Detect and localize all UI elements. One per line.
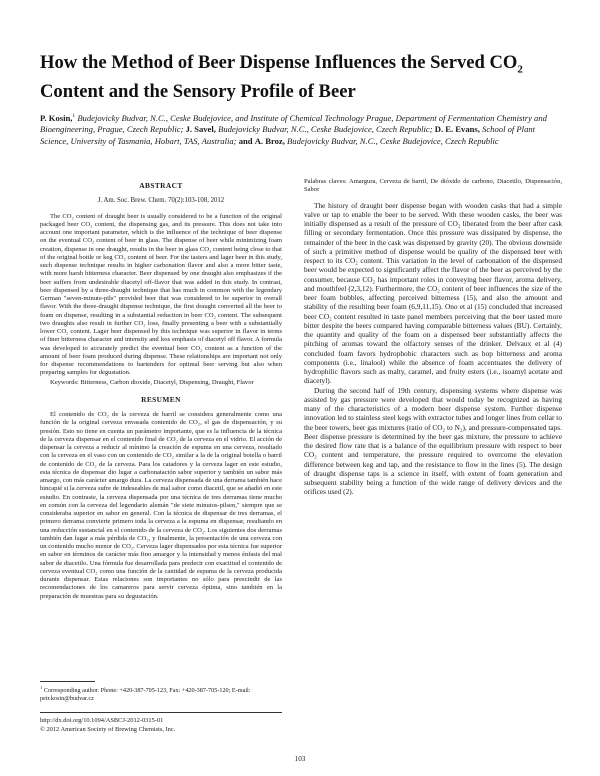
- journal-reference: J. Am. Soc. Brew. Chem. 70(2):103-108, 2012: [97, 197, 225, 205]
- abstract-text: The CO₂ content of draught beer is usually considered to be a function of the original packaged beer CO₂ content, the dispensing gas, and its pressure. This does not take into account one important parameter, which is the influence of the technique of beer dispense on the eventual CO₂ content of beer in glass. The dispense of beer while minimizing foam creation, dispense in one draught, results in the beer in glass CO₂ content being close to that of the original bottle or keg CO₂ content of beer. For the tasters and lager beer in this study, such dispense technique results in higher carbonation flavor and also a more bitter taste, with more harsh bitterness character. Beer dispensed by one draught also emphasizes if the beer suffers from undesirable diacetyl off-flavor that was added in this study. In contrast, beer dispensed by a three-draught technique that has much in common with the legendary German "seven-minute-pils" provided beer that was considered to be superior in overall flavor. With the three-draught dispense technique, the first draught converted all the beer to foam on dispense, resulting in a substantial reduction in beer CO₂ content. The subsequent two draughts also result in further CO₂ loss, finally presenting a beer with a substantially lower CO₂ content. Lager beer dispensed by this technique was superior in flavor in terms of finer bitterness character and intensity and less emphasis of diacetyl off flavor. A formula was developed to accurately predict the eventual beer CO₂ content as a function of the amount of beer foam produced during dispense. These relationships are important not only for dispense recommendations to bartenders for optimal beer serving but also when preparing samples for degustation.: [40, 212, 282, 377]
- author-name: A. Broz,: [254, 135, 285, 146]
- article-title: [40, 52, 560, 103]
- author-conjunction: and: [238, 135, 253, 146]
- footnote-divider: [40, 681, 95, 682]
- author-footnote-marker: 1: [72, 113, 76, 119]
- author-affiliation: Budejovicky Budvar, N.C., Ceske Budejovice, Czech Republic: [287, 135, 499, 146]
- left-column: [40, 178, 282, 601]
- resumen-heading: RESUMEN: [141, 394, 181, 404]
- resumen-text: El contenido de CO₂ de la cerveza de barril se considera generalmente como una función de la original cerveza envasada contenido de CO₂, el gas de dispensación, y su presión. Esto no tiene en cuenta un parámetro importante, que es la influencia de la técnica de la cerveza dispensar en el contenido final de CO₂ de la cerveza en el vidrio. El acción de dispensar la cerveza a reducir al mínimo la creación de espuma en una cerveza, resultado con la cerveza en el vaso con un contenido de CO₂ similar a la de la original botella o barril de contenido de CO₂ de la cerveza. Para los catadores y la cerveza lager en este estudio, esta técnica de dispensar dio lugar a carbonatación sabor superior y también un sabor más amargo, con más carácter amargo dura. La cerveza dispensada de una derrama también hace hincapié si la cerveza sufre de indeseables de mal sabor como diacetil, que se añadió en este estudio. En contraste, la cerveza dispensada por una técnica de tres derramas tiene mucho en común con la cerveza del legendario alemán "de siete minutos-pilsen," siempre que se consideraba superior en sabor en general. Con la técnica de dispensar de tres derramas, el primero derrama convierte primero toda la cerveza a la espuma en dispensar, resultando en una reducción sustancial en el contenido de la cerveza de CO₂. Los siguientes dos derramas también dan lugar a más pérdida de CO₂, y finalmente, la presentación de una cerveza con un contenido mucho menor de CO₂. Cerveza lager dispensados por esta técnica fue superior en sabor en términos de carácter más fino amargor y la intensidad y menos énfasis del mal sabor de diacetilo. Una fórmula fue desarrollada para predecir con exactitud el contenido de cerveza eventual CO₂ como una función de la cantidad de espuma de la cerveza producida durante dispensar. Estas relaciones son importantes no sólo para prescindir de las recomendaciones de los camareros para servir cerveza óptima, sino también en la preparación de muestras para su degustación.: [40, 411, 282, 600]
- author-affiliation: Budejovicky Budvar, N.C., Ceske Budejovice, Czech Republic;: [218, 124, 433, 135]
- corresponding-author-footnote: [40, 684, 282, 703]
- author-name: D. E. Evans,: [434, 124, 480, 135]
- author-affiliation: School of Plant Science, University of Tasmania, Hobart, TAS, Australia;: [40, 124, 536, 146]
- footnote-text: Corresponding author. Phone: +420-387-705-123, Fax: +420-387-705-120; E-mail: petr.kosin@budvar.cz: [40, 687, 251, 702]
- title-line2: Content and the Sensory Profile of Beer: [40, 80, 356, 102]
- copyright-notice: © 2012 American Society of Brewing Chemists, Inc.: [40, 726, 176, 733]
- doi-link[interactable]: http://dx.doi.org/10.1094/ASBCJ-2012-0315-01: [40, 717, 164, 724]
- body-paragraph-1: The history of draught beer dispense began with wooden casks that had a simple valve or tap to enable the beer to be served. With these wooden casks, the beer was initially dispensed as a result of the pressure of CO₂ liberated from the beer after cask filling or secondary fermentation. Once this pressure was dissipated by dispense, the remainder of the beer in the cask was dispensed by gravity (20). The obvious downside of such a primitive method of dispense would be quality of the dispensed beer with respect to its CO₂ content. This variation in the level of carbonation of the dispensed beer would be expected to significantly affect the flavor of the beer as perceived by the consumer, because CO₂ has important roles in conveying beer flavor, aroma delivery, and mouthfeel (2,3,12). Furthermore, the CO₂ content of beer influences the size of the beer foam bubbles, affecting perceived bitterness (15), and also the amount and stability of the resulting beer foam (6,9,11,15). Ono et al (15) concluded that increased beer CO₂ content resulted in taste panel members perceiving that the beer tasted more bitter despite the beers compared having comparable bitterness values (BU). Certainly, the quantity and quality of the foam on a dispensed beer substantially affects the pitching of aromas toward the olfactory senses of the drinker. Delvaux et al (4) concluded foam favors hydrophobic characters such as hop bitterness and aroma components (i.e., linalool) while the absence of foam accentuates the delivery of hydrophilic flavors such as malty, caramel, and fruity esters (i.e., isoamyl acetate and diacetyl).: [304, 200, 562, 386]
- doi-block: [40, 716, 175, 734]
- author-block: [40, 111, 562, 147]
- right-column: [304, 178, 562, 497]
- abstract-heading: ABSTRACT: [139, 181, 183, 190]
- body-paragraph-2: During the second half of 19th century, dispensing systems where dispense was assisted by gas pressure were developed that would today be recognized as having many of the characteristics of a modern beer dispense system. Further dispense innovation led to stainless steel kegs with extractor tubes and longer lines from cellar to the beer towers, beer gas mixtures (ratio of CO₂ to N₂), and pressure-compensated taps. Beer dispense pressure is determined by the beer gas mixture, the pressure to achieve the desired flow rate that is a balance of the equilibrium pressure with respect to beer CO₂ content and temperature, the pressure required to overcome the elevation difference between keg and tap, and the resistance to flow in the lines (5). The design of draught dispense taps is a science in itself, with extent of foam generation and subsequent stability being a function of the wide range of delivery devices and the orifices used (2).: [304, 385, 562, 497]
- author-name: P. Kosin,: [40, 112, 73, 123]
- abstract-keywords: Keywords: Bitterness, Carbon dioxide, Diacetyl, Dispensing, Draught, Flavor: [50, 378, 254, 386]
- page-number: 103: [294, 755, 306, 763]
- title-subscript: 2: [517, 63, 523, 76]
- doi-divider: [40, 712, 282, 713]
- author-name: J. Savel,: [185, 124, 216, 135]
- title-line1: How the Method of Beer Dispense Influences the Served CO: [40, 52, 518, 73]
- author-affiliation: Budejovicky Budvar, N.C., Ceske Budejovice, and Institute of Chemical Technology Prague, Department of Fermentation Chemistry and Bioengineering, Prague, Czech Republic;: [40, 112, 547, 135]
- resumen-keywords: Palabras claves: Amargura, Cerveza de barril, De dióxido de carbono, Diacetilo, Dispensación, Sabor: [304, 178, 562, 194]
- footnote-marker: 1: [40, 685, 43, 690]
